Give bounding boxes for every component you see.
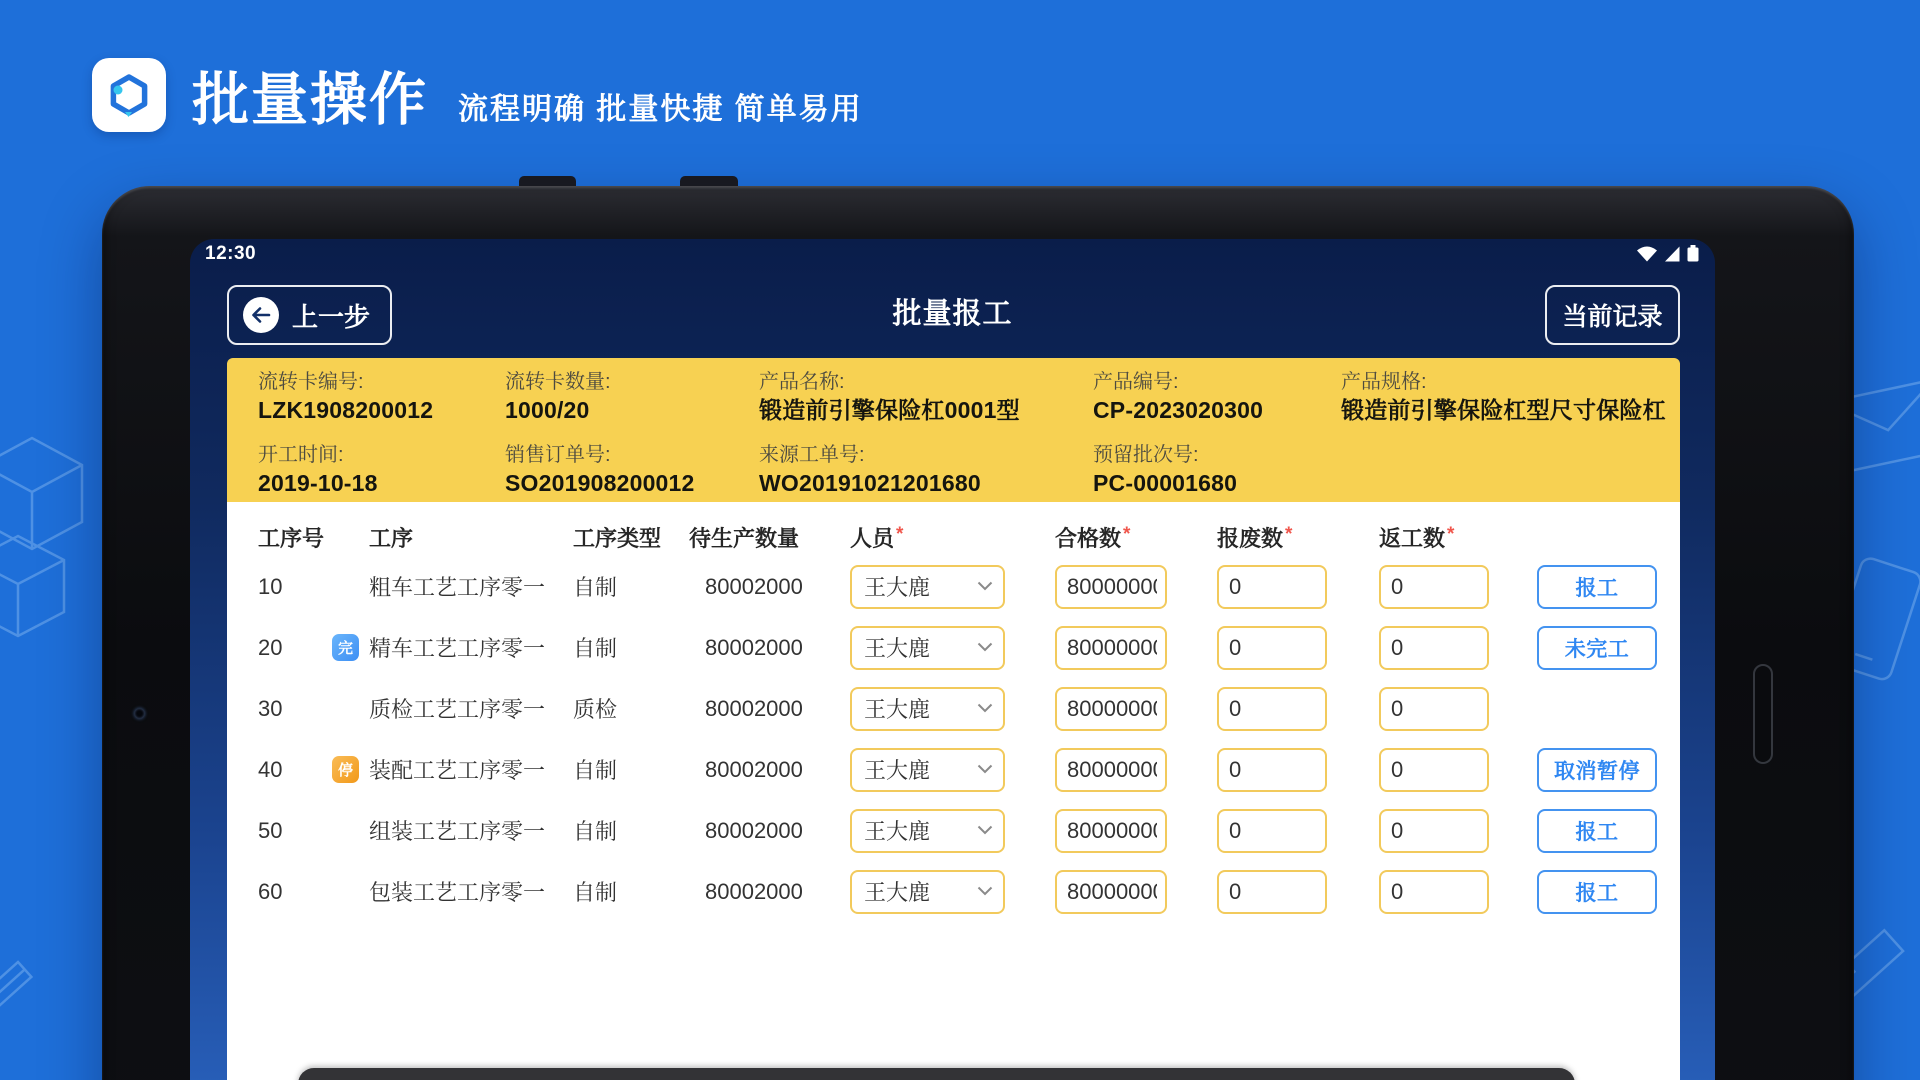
process-type-cell: 自制 — [573, 758, 618, 783]
person-select-value: 王大鹿 — [864, 575, 931, 600]
person-cell — [850, 748, 1055, 792]
process-type-cell: 自制 — [573, 575, 618, 600]
content-panel — [227, 358, 1680, 1080]
column-header: 合格数 * — [1055, 524, 1131, 551]
status-badge-done: 完 — [332, 634, 359, 661]
qualified-input[interactable] — [1055, 687, 1167, 731]
info-field-label: 开工时间: — [258, 444, 344, 466]
table-row — [227, 739, 1680, 800]
info-field-value: 锻造前引擎保险杠型尺寸保险杠 — [1341, 397, 1666, 423]
action-cell — [1537, 809, 1657, 853]
scrap-input[interactable] — [1217, 565, 1327, 609]
rework-input-cell — [1379, 687, 1537, 731]
rework-input[interactable] — [1379, 626, 1489, 670]
process-number-cell: 60 — [258, 878, 283, 904]
tablet-frame — [102, 186, 1854, 1080]
pending-qty-value: 80002000 — [705, 817, 803, 843]
qualified-input-cell — [1055, 687, 1217, 731]
action-button[interactable]: 未完工 — [1537, 626, 1657, 670]
chevron-down-icon — [977, 642, 993, 652]
person-select-value: 王大鹿 — [864, 636, 931, 661]
scrap-input-cell — [1217, 565, 1379, 609]
info-field-label: 产品编号: — [1093, 371, 1179, 393]
action-button[interactable]: 取消暂停 — [1537, 748, 1657, 792]
app-name: 批量操作 — [192, 68, 428, 132]
scrap-input-cell — [1217, 748, 1379, 792]
scrap-input-cell — [1217, 870, 1379, 914]
info-field-label: 预留批次号: — [1093, 444, 1199, 466]
person-cell — [850, 809, 1055, 853]
app-logo — [92, 58, 166, 132]
qualified-input[interactable] — [1055, 565, 1167, 609]
pending-qty-cell — [689, 818, 850, 844]
column-header: 返工数 * — [1379, 524, 1455, 551]
rework-input-cell — [1379, 870, 1537, 914]
qualified-input-cell — [1055, 565, 1217, 609]
chevron-down-icon — [977, 886, 993, 896]
column-header: 工序 — [369, 526, 414, 551]
person-select[interactable] — [850, 687, 1005, 731]
qualified-input-cell — [1055, 809, 1217, 853]
action-button[interactable]: 报工 — [1537, 565, 1657, 609]
column-header: 工序号 — [258, 526, 325, 551]
tablet-screen — [190, 239, 1715, 1080]
action-cell — [1537, 870, 1657, 914]
battery-icon — [1687, 245, 1699, 262]
process-type-cell: 自制 — [573, 880, 618, 905]
process-name: 粗车工艺工序零一 — [369, 575, 546, 600]
person-select[interactable] — [850, 748, 1005, 792]
process-cell — [332, 632, 573, 663]
column-header: 待生产数量 — [689, 526, 800, 551]
table-row — [227, 800, 1680, 861]
required-asterisk: * — [1285, 524, 1293, 545]
required-asterisk: * — [1123, 524, 1131, 545]
info-field-value: 2019-10-18 — [258, 470, 378, 496]
process-name: 包装工艺工序零一 — [369, 880, 546, 905]
person-select-value: 王大鹿 — [864, 819, 931, 844]
process-type-cell: 质检 — [573, 697, 618, 722]
qualified-input-cell — [1055, 870, 1217, 914]
rework-input[interactable] — [1379, 870, 1489, 914]
rework-input[interactable] — [1379, 687, 1489, 731]
column-header: 工序类型 — [573, 526, 662, 551]
pending-qty-cell — [689, 879, 850, 905]
status-badge-paused: 停 — [332, 756, 359, 783]
rework-input-cell — [1379, 748, 1537, 792]
pending-qty-value: 80002000 — [705, 878, 803, 904]
process-type-cell: 自制 — [573, 819, 618, 844]
chevron-down-icon — [977, 703, 993, 713]
info-field — [759, 369, 1093, 429]
person-select-value: 王大鹿 — [864, 697, 931, 722]
tablet-side-button — [1753, 664, 1773, 764]
hexagon-logo-icon — [105, 71, 153, 119]
qualified-input[interactable] — [1055, 809, 1167, 853]
qualified-input-cell — [1055, 748, 1217, 792]
info-field — [1093, 442, 1341, 502]
page-title: 批量报工 — [892, 298, 1013, 330]
action-cell — [1537, 626, 1657, 670]
rework-input[interactable] — [1379, 748, 1489, 792]
scrap-input[interactable] — [1217, 809, 1327, 853]
rework-input[interactable] — [1379, 809, 1489, 853]
process-number-cell: 40 — [258, 756, 283, 782]
info-field-value: CP-2023020300 — [1093, 397, 1264, 423]
process-number-cell: 20 — [258, 634, 283, 660]
process-number-cell: 30 — [258, 695, 283, 721]
info-field-value: PC-00001680 — [1093, 470, 1238, 496]
table-header-row — [227, 502, 1680, 556]
info-field-label: 流转卡数量: — [505, 371, 611, 393]
info-field-value: 1000/20 — [505, 397, 590, 423]
column-header: 人员 * — [850, 524, 904, 551]
person-select[interactable] — [850, 809, 1005, 853]
action-cell — [1537, 565, 1657, 609]
process-cell — [332, 571, 573, 602]
app-banner — [92, 55, 863, 135]
rework-input-cell — [1379, 565, 1537, 609]
required-asterisk: * — [896, 524, 904, 545]
info-field-label: 产品规格: — [1341, 371, 1427, 393]
process-cell — [332, 876, 573, 907]
action-button[interactable]: 报工 — [1537, 870, 1657, 914]
person-cell — [850, 565, 1055, 609]
pending-qty-cell — [689, 574, 850, 600]
table-row — [227, 617, 1680, 678]
person-select-value: 王大鹿 — [864, 758, 931, 783]
info-field-value: 锻造前引擎保险杠0001型 — [759, 397, 1020, 423]
table-row — [227, 678, 1680, 739]
qualified-input[interactable] — [1055, 870, 1167, 914]
status-time: 12:30 — [205, 243, 257, 264]
doodle-boxes — [0, 438, 82, 636]
signal-icon — [1665, 246, 1680, 262]
doodle-pencil — [0, 962, 31, 1080]
bottom-sheet-handle[interactable] — [298, 1068, 1575, 1080]
scrap-input[interactable] — [1217, 870, 1327, 914]
scrap-input-cell — [1217, 809, 1379, 853]
qualified-input-cell — [1055, 626, 1217, 670]
column-header: 报废数 * — [1217, 524, 1293, 551]
rework-input-cell — [1379, 626, 1537, 670]
pending-qty-value: 80002000 — [705, 695, 803, 721]
wifi-icon — [1636, 246, 1658, 262]
pending-qty-value: 80002000 — [705, 756, 803, 782]
table-row — [227, 556, 1680, 617]
person-select[interactable] — [850, 626, 1005, 670]
info-field-value: LZK1908200012 — [258, 397, 434, 423]
status-bar — [190, 239, 1715, 269]
process-table — [227, 502, 1680, 1080]
scrap-input-cell — [1217, 687, 1379, 731]
scrap-input-cell — [1217, 626, 1379, 670]
person-select[interactable] — [850, 870, 1005, 914]
chevron-down-icon — [977, 581, 993, 591]
pending-qty-cell — [689, 757, 850, 783]
qualified-input[interactable] — [1055, 748, 1167, 792]
pending-qty-value: 80002000 — [705, 634, 803, 660]
info-field — [1093, 369, 1341, 429]
person-select[interactable] — [850, 565, 1005, 609]
process-cell — [332, 693, 573, 724]
info-field-label: 销售订单号: — [505, 444, 611, 466]
tablet-camera — [134, 708, 145, 719]
info-field — [258, 442, 505, 502]
process-number-cell: 50 — [258, 817, 283, 843]
process-name: 组装工艺工序零一 — [369, 819, 546, 844]
process-name: 精车工艺工序零一 — [369, 636, 546, 661]
scrap-input[interactable] — [1217, 748, 1327, 792]
info-field — [505, 369, 759, 429]
rework-input-cell — [1379, 809, 1537, 853]
qualified-input[interactable] — [1055, 626, 1167, 670]
process-cell — [332, 815, 573, 846]
table-row — [227, 861, 1680, 922]
current-records-button[interactable]: 当前记录 — [1545, 285, 1680, 345]
table-body — [227, 556, 1680, 922]
info-field-label: 流转卡编号: — [258, 371, 364, 393]
app-tagline: 流程明确 批量快捷 简单易用 — [458, 93, 863, 126]
info-field-label: 来源工单号: — [759, 444, 865, 466]
person-cell — [850, 687, 1055, 731]
process-name: 装配工艺工序零一 — [369, 758, 546, 783]
info-field — [505, 442, 759, 502]
action-cell — [1537, 748, 1657, 792]
info-field-label: 产品名称: — [759, 371, 845, 393]
person-select-value: 王大鹿 — [864, 880, 931, 905]
process-name: 质检工艺工序零一 — [369, 697, 546, 722]
person-cell — [850, 626, 1055, 670]
process-number-cell: 10 — [258, 573, 283, 599]
info-field — [759, 442, 1093, 502]
rework-input[interactable] — [1379, 565, 1489, 609]
pending-qty-cell — [689, 635, 850, 661]
back-button-label: 上一步 — [292, 301, 371, 332]
process-cell — [332, 754, 573, 785]
person-cell — [850, 870, 1055, 914]
action-button[interactable]: 报工 — [1537, 809, 1657, 853]
chevron-down-icon — [977, 825, 993, 835]
info-field-value: WO20191021201680 — [759, 470, 981, 496]
pending-qty-cell — [689, 696, 850, 722]
info-field-value: SO201908200012 — [505, 470, 695, 496]
pending-qty-value: 80002000 — [705, 573, 803, 599]
chevron-down-icon — [977, 764, 993, 774]
app-bar — [190, 269, 1715, 359]
scrap-input[interactable] — [1217, 626, 1327, 670]
info-field — [258, 369, 505, 429]
info-field — [1341, 369, 1680, 429]
process-type-cell: 自制 — [573, 636, 618, 661]
required-asterisk: * — [1447, 524, 1455, 545]
workorder-info-panel — [227, 358, 1680, 502]
scrap-input[interactable] — [1217, 687, 1327, 731]
